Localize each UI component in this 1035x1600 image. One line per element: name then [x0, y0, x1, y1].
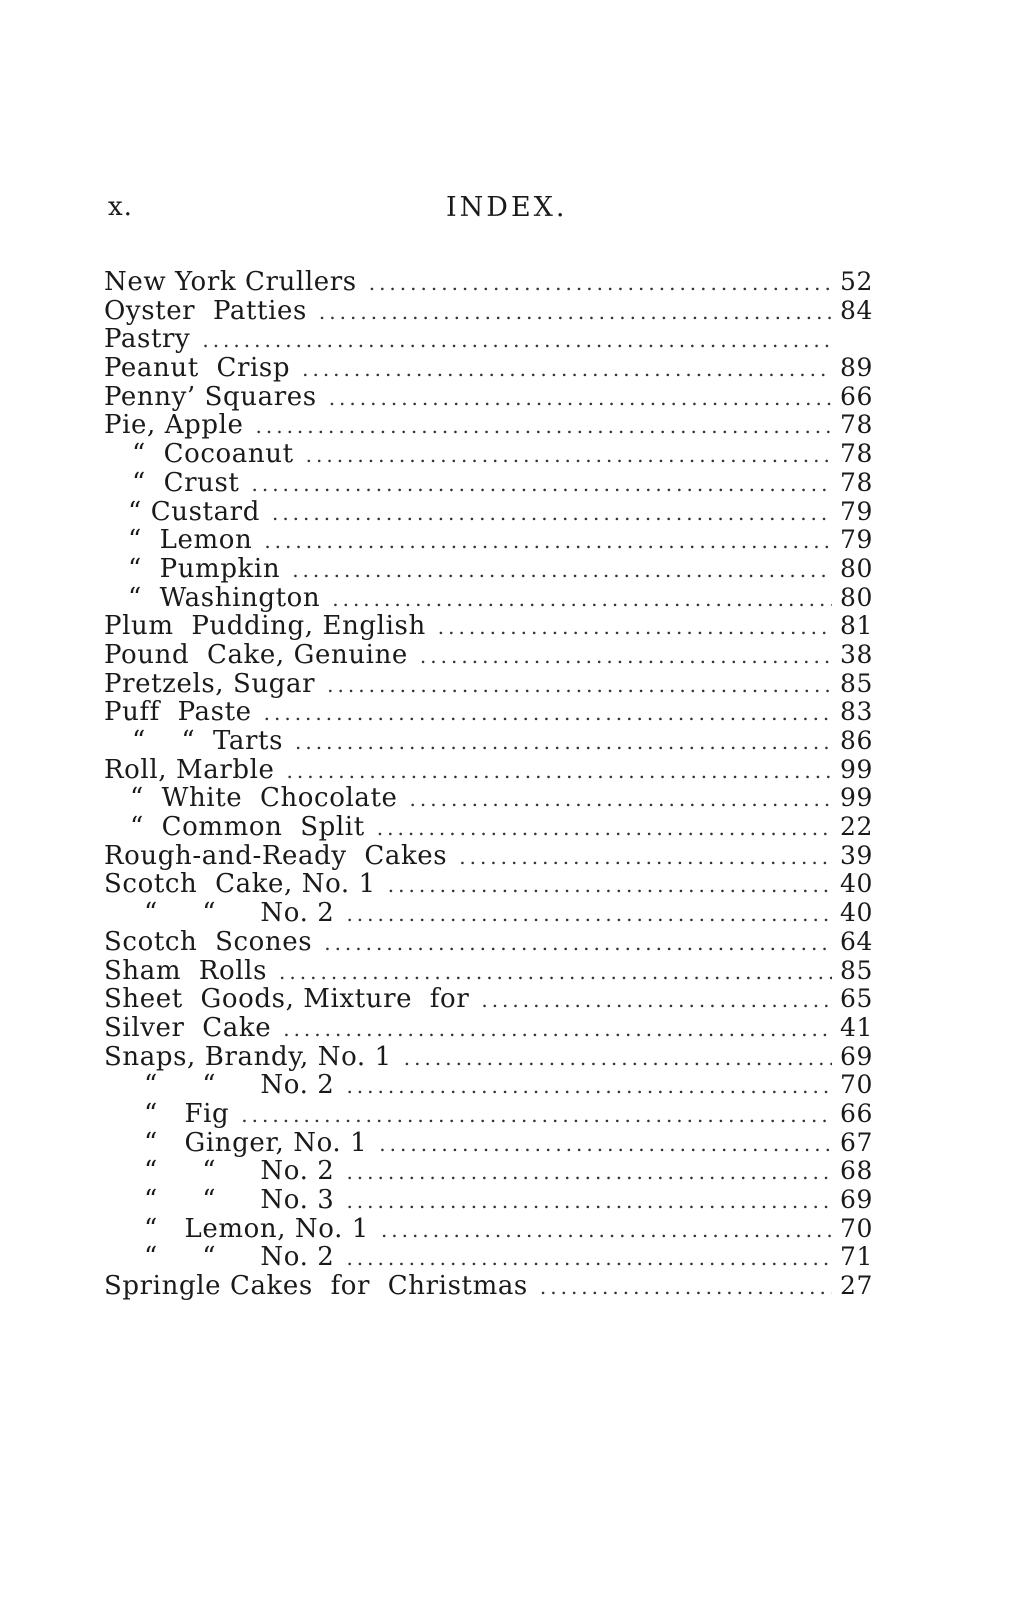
index-entry-text: “ “ No. 2 [144, 1070, 335, 1101]
dot-leader [346, 900, 832, 928]
index-entry-text: “ Common Split [130, 812, 365, 843]
index-entry [104, 612, 880, 641]
index-entry-page: 68 [840, 1156, 874, 1186]
index-entry-text: Pound Cake, Genuine [104, 639, 408, 670]
dot-leader [283, 1015, 832, 1043]
index-entry-page: 99 [840, 783, 874, 813]
index-entry-page: 67 [840, 1127, 874, 1157]
index-entry-page: 70 [840, 1070, 874, 1100]
index-entry-text: “ “ Tarts [132, 726, 284, 756]
index-entry-page: 69 [840, 1041, 874, 1071]
index-entry-page: 52 [840, 267, 874, 296]
page-title: INDEX. [446, 192, 568, 223]
index-entry [104, 297, 880, 326]
index-entry-page: 39 [840, 840, 874, 870]
index-entry-page: 70 [840, 1213, 874, 1243]
index-entry [104, 784, 880, 813]
index-entry-text: New York Crullers [104, 267, 357, 297]
index-entry-text: Peanut Crisp [104, 353, 291, 384]
index-entry-text: “ “ No. 2 [144, 898, 335, 929]
index-entry-page: 78 [840, 410, 874, 440]
dot-leader [438, 613, 832, 641]
index-entry [104, 1071, 880, 1100]
index-entry [104, 1157, 880, 1186]
index-entry-text: “ Washington [128, 582, 321, 613]
index-entry [104, 985, 880, 1014]
index-entry [104, 1186, 880, 1215]
index-entry-page: 66 [840, 381, 874, 411]
dot-leader [346, 1244, 832, 1272]
index-entry [104, 899, 880, 928]
index-entry-text: Plum Pudding, English [104, 611, 426, 642]
index-entry-page: 78 [840, 467, 874, 497]
index-entry [104, 1243, 880, 1272]
dot-leader [540, 1273, 832, 1301]
index-entry-page: 83 [840, 697, 874, 727]
index-entry-page: 80 [840, 553, 874, 583]
dot-leader [420, 642, 832, 670]
dot-leader [319, 298, 832, 326]
index-entry-page: 38 [840, 639, 874, 669]
dot-leader [279, 958, 832, 986]
index-entry-page: 41 [840, 1012, 874, 1042]
dot-leader [292, 556, 832, 584]
index-entry [104, 727, 880, 756]
index-entry-text: “ Pumpkin [128, 553, 281, 584]
dot-leader [302, 355, 832, 383]
dot-leader [332, 585, 832, 613]
index-entry [104, 928, 880, 957]
index-entry [104, 555, 880, 584]
index-entry [104, 641, 880, 670]
index-entry-text: “ White Chocolate [130, 783, 398, 814]
index-entry-text: Sham Rolls [104, 955, 268, 986]
index-entry-text: “ Custard [128, 496, 260, 527]
index-entry-text: Scotch Cake, No. 1 [104, 869, 376, 900]
index-entry-text: Pretzels, Sugar [104, 668, 316, 699]
dot-leader [381, 1216, 832, 1244]
dot-leader [481, 986, 832, 1014]
dot-leader [346, 1072, 832, 1100]
index-entry-text: “ Crust [132, 467, 240, 498]
index-entry [104, 1014, 880, 1043]
index-entry-page: 64 [840, 926, 874, 956]
index-entry-page: 78 [840, 439, 874, 469]
index-entry-text: Penny’ Squares [104, 381, 317, 412]
index-entry [104, 1215, 880, 1244]
index-entry [104, 498, 880, 527]
dot-leader [377, 814, 832, 842]
index-entry-page: 71 [840, 1242, 874, 1272]
dot-leader [306, 441, 832, 469]
index-entry [104, 756, 880, 785]
index-entry-text: “ “ No. 2 [144, 1156, 335, 1187]
index-entry-text: Silver Cake [104, 1012, 272, 1043]
index-entry [104, 268, 880, 297]
dot-leader [379, 1130, 832, 1158]
index-entry [104, 842, 880, 871]
index-entry-text: “ “ No. 3 [144, 1185, 335, 1215]
index-entry-text: “ Lemon, No. 1 [144, 1213, 369, 1244]
page-number: x. [108, 192, 133, 222]
index-entry-page: 66 [840, 1098, 874, 1128]
dot-leader [329, 384, 832, 412]
index-entry-page: 40 [840, 898, 874, 928]
index-entry [104, 526, 880, 555]
index-entry-page: 86 [840, 726, 874, 755]
dot-leader [251, 470, 832, 498]
index-entry [104, 813, 880, 842]
index-entry-text: Oyster Patties [104, 295, 307, 326]
index-entry-text: “ Ginger, No. 1 [144, 1127, 368, 1158]
index-entry [104, 411, 880, 440]
index-entry-page: 40 [840, 869, 874, 899]
index-entry-text: Puff Paste [104, 697, 252, 728]
index-entry-page: 65 [840, 984, 874, 1014]
index-entry-text: Pie, Apple [104, 410, 244, 441]
dot-leader [287, 757, 833, 785]
dot-leader [388, 871, 832, 899]
index-entry [104, 440, 880, 469]
index-entry [104, 698, 880, 727]
index-entry-text: Springle Cakes for Christmas [104, 1271, 528, 1302]
index-entry-page: 79 [840, 525, 874, 555]
dot-leader [346, 1158, 832, 1186]
index-entry-text: Roll, Marble [104, 754, 275, 785]
index-entry [104, 1129, 880, 1158]
dot-leader [202, 326, 832, 354]
index-entry-text: “ Fig [144, 1098, 230, 1129]
index-entry [104, 1043, 880, 1072]
index-entry-page: 27 [840, 1271, 874, 1301]
dot-leader [327, 671, 832, 699]
index-entry [104, 670, 880, 699]
index-entry [104, 1272, 880, 1301]
dot-leader [272, 499, 832, 527]
index-entry [104, 1100, 880, 1129]
dot-leader [459, 843, 832, 871]
index-entry-text: Rough-and-Ready Cakes [104, 840, 448, 871]
index-entry-text: Pastry [104, 324, 191, 355]
index-entry [104, 870, 880, 899]
dot-leader [256, 412, 833, 440]
index-list [104, 268, 880, 1301]
dot-leader [324, 929, 832, 957]
index-entry-text: “ “ No. 2 [144, 1242, 335, 1273]
index-entry-page: 80 [840, 582, 874, 612]
index-entry-page: 81 [840, 611, 874, 641]
index-entry [104, 383, 880, 412]
index-entry-page: 85 [840, 955, 874, 985]
dot-leader [404, 1044, 832, 1072]
index-entry-text: “ Lemon [128, 525, 253, 556]
dot-leader [264, 699, 832, 727]
index-entry-text: Snaps, Brandy, No. 1 [104, 1041, 392, 1072]
index-entry [104, 325, 880, 354]
index-entry [104, 957, 880, 986]
dot-leader [346, 1187, 832, 1215]
index-entry-text: “ Cocoanut [132, 439, 294, 470]
dot-leader [241, 1101, 832, 1129]
dot-leader [410, 785, 832, 813]
dot-leader [295, 728, 832, 756]
index-entry-page: 85 [840, 668, 874, 698]
index-entry-page: 69 [840, 1185, 874, 1214]
dot-leader [369, 269, 832, 297]
index-entry-text: Scotch Scones [104, 926, 313, 957]
dot-leader [264, 527, 832, 555]
index-entry-page: 89 [840, 353, 874, 383]
index-entry [104, 469, 880, 498]
index-entry-page: 22 [840, 812, 874, 842]
index-entry-page: 99 [840, 754, 874, 784]
index-entry [104, 354, 880, 383]
index-entry-page: 79 [840, 496, 874, 526]
index-entry-page: 84 [840, 295, 874, 325]
index-entry [104, 584, 880, 613]
index-entry-text: Sheet Goods, Mixture for [104, 984, 470, 1015]
